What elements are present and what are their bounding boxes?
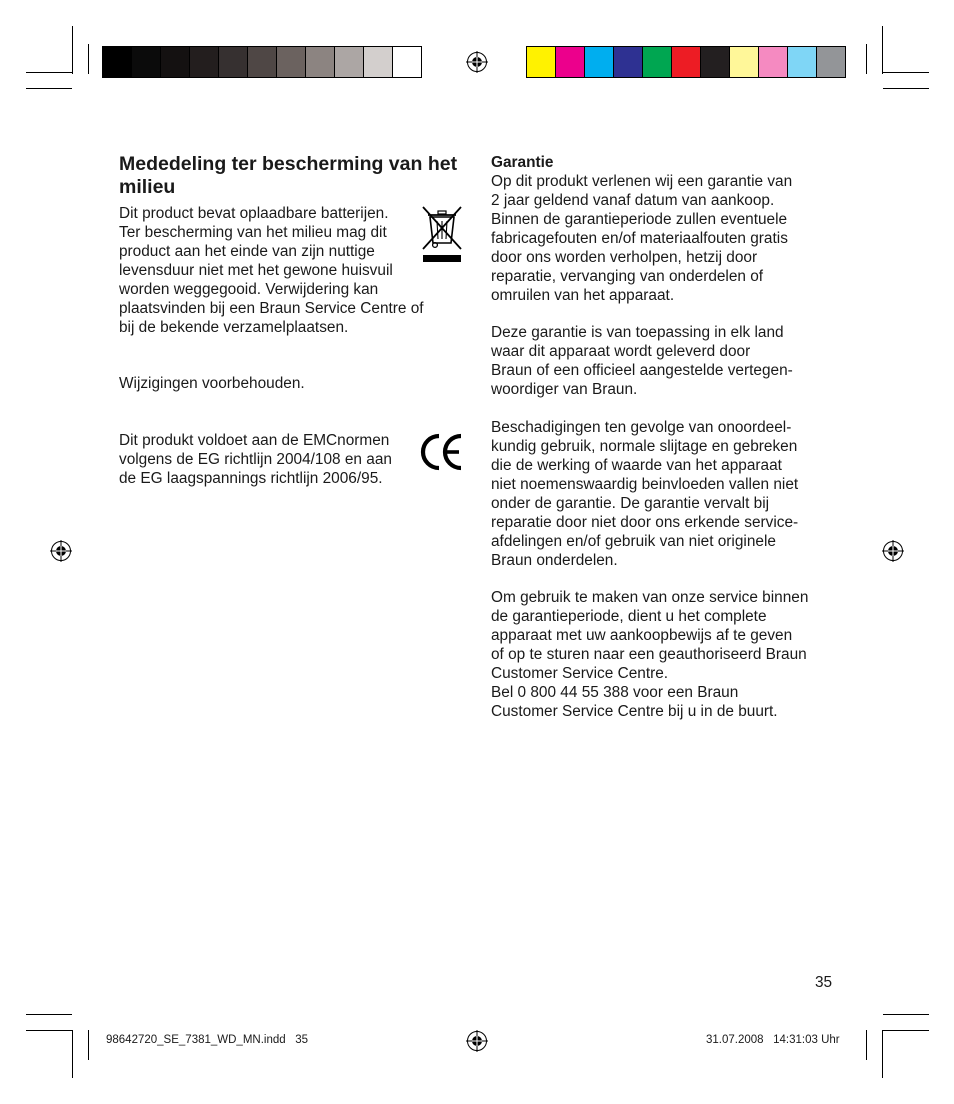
color-swatch [527, 47, 556, 77]
warranty-paragraph-4: Om gebruik te maken van onze service binnen de garantieperiode, dient u het complete apparaat met uw aankoopbewijs af te geven of op te sturen naar een geauthoriseerd Braun Customer Service Centre. Bel 0 800 44 55 388 voor een Braun Customer Service Centre bij u in de buurt. [491, 589, 809, 720]
color-swatch [335, 47, 364, 77]
warranty-paragraph-1: Op dit produkt verlenen wij een garantie van 2 jaar geldend vanaf datum van aankoop. Binnen de garantieperiode zullen eventuele fabricagefouten en/of materiaalfouten gratis door ons worden verholpen, hetzij door reparatie, vervanging van onderdelen of omruilen van het apparaat. [491, 173, 793, 304]
color-swatch [788, 47, 817, 77]
section-heading: Mededeling ter bescherming van het milieu [119, 153, 458, 198]
warranty-paragraph-3: Beschadigingen ten gevolge van onoordeel- kundig gebruik, normale slijtage en gebreken die de werking of waarde van het apparaat niet noemenswaardig beinvloeden vallen niet onder de garantie. De garantie vervalt bij reparatie door niet door ons erkende service- afdelingen en/of gebruik van niet originele Braun onderdelen. [491, 419, 799, 569]
color-swatch [701, 47, 730, 77]
color-swatch [614, 47, 643, 77]
ce-mark-icon [420, 432, 464, 477]
gray-color-bar [102, 46, 422, 78]
color-swatch [730, 47, 759, 77]
color-swatch [248, 47, 277, 77]
color-swatch [190, 47, 219, 77]
color-swatch [277, 47, 306, 77]
registration-mark-icon [466, 51, 488, 73]
color-swatch [759, 47, 788, 77]
file-slug: 98642720_SE_7381_WD_MN.indd 35 [106, 1034, 309, 1046]
color-swatch [643, 47, 672, 77]
warranty-paragraph-2: Deze garantie is van toepassing in elk land waar dit apparaat wordt geleverd door Braun of een officieel aangestelde vertegen- woordiger van Braun. [491, 324, 793, 398]
crossed-out-wheelie-bin-icon [420, 203, 464, 270]
registration-mark-icon [882, 540, 904, 562]
color-swatch [306, 47, 335, 77]
emc-paragraph: Dit produkt voldoet aan de EMCnormen volgens de EG richtlijn 2004/108 en aan de EG laagspannings richtlijn 2006/95. [119, 432, 392, 487]
color-swatch [585, 47, 614, 77]
warranty-heading: Garantie [491, 154, 554, 171]
process-color-bar [526, 46, 846, 78]
color-swatch [132, 47, 161, 77]
color-swatch [556, 47, 585, 77]
page-number: 35 [815, 974, 833, 991]
color-swatch [161, 47, 190, 77]
changes-note: Wijzigingen voorbehouden. [119, 375, 305, 392]
registration-mark-icon [50, 540, 72, 562]
color-swatch [103, 47, 132, 77]
date-slug: 31.07.2008 14:31:03 Uhr [706, 1034, 840, 1046]
color-swatch [672, 47, 701, 77]
color-swatch [364, 47, 393, 77]
registration-mark-icon [466, 1030, 488, 1052]
color-swatch [817, 47, 845, 77]
color-swatch [219, 47, 248, 77]
color-swatch [393, 47, 421, 77]
environment-paragraph: Dit product bevat oplaadbare batterijen. Ter bescherming van het milieu mag dit product aan het einde van zijn nuttige levensduur niet met het gewone huisvuil worden weggegooid. Verwijdering kan plaatsvinden bij een Braun Service Centre of bij de bekende verzamelplaatsen. [119, 205, 424, 336]
